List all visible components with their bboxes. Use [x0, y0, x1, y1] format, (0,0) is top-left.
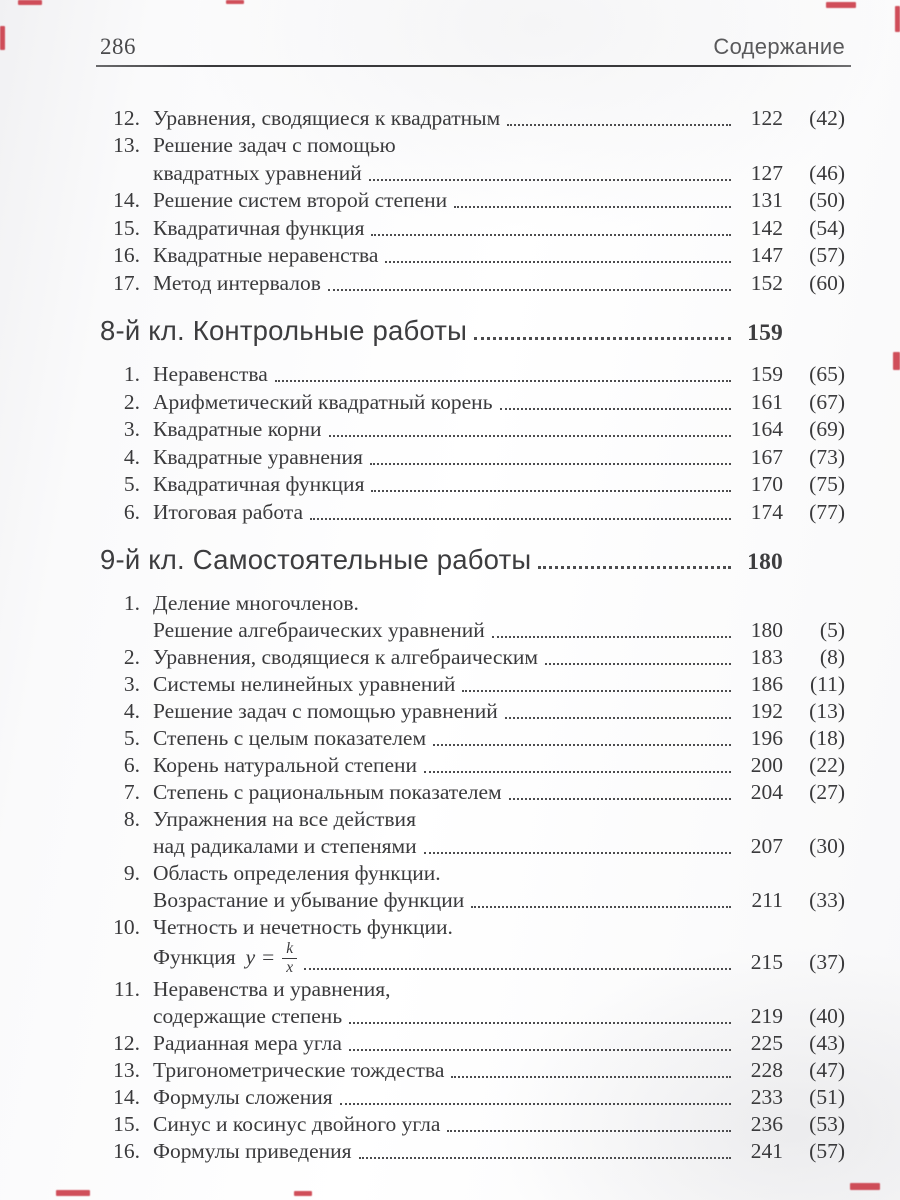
item-number: 6.: [123, 752, 140, 777]
dot-leader: [310, 518, 731, 520]
dot-leader: [275, 380, 731, 382]
item-paren: (50): [809, 188, 845, 212]
dot-leader: [328, 289, 731, 291]
toc-row: [100, 415, 845, 443]
item-title: Системы нелинейных уравнений: [153, 671, 456, 696]
item-title: Тригонометрические тождества: [153, 1057, 445, 1082]
item-title: Возрастание и убывание функции: [153, 887, 465, 912]
dot-leader: [424, 771, 731, 773]
item-paren: (11): [809, 671, 845, 696]
item-number: 16.: [113, 243, 140, 267]
toc-section: [100, 309, 845, 525]
section-heading: [100, 309, 845, 347]
header-title: Содержание: [713, 34, 845, 59]
dot-leader: [385, 261, 731, 263]
item-number: 13.: [113, 133, 140, 157]
item-number: 12.: [113, 1030, 140, 1055]
item-title: Квадратные неравенства: [153, 243, 379, 267]
dot-leader: [304, 968, 731, 970]
item-number: 4.: [123, 444, 140, 469]
item-number: 14.: [113, 188, 140, 212]
toc-section: [100, 538, 845, 1164]
fraction-denominator: x: [286, 959, 294, 977]
item-title: Метод интервалов: [153, 270, 321, 295]
dot-leader: [500, 408, 732, 410]
red-edge-mark: [294, 1191, 312, 1196]
item-title: Квадратные уравнения: [153, 444, 363, 469]
item-title: Область определения функции.: [153, 860, 441, 885]
dot-leader: [359, 1157, 731, 1159]
item-number: 4.: [123, 698, 140, 723]
dot-leader: [509, 798, 731, 800]
dot-leader: [545, 663, 731, 665]
toc-row: [100, 442, 845, 470]
toc-row: [100, 470, 845, 498]
item-number: 15.: [113, 215, 140, 240]
item-page: 131: [750, 188, 783, 212]
item-title: Упражнения на все действия: [153, 806, 416, 831]
item-paren: (51): [809, 1084, 845, 1109]
dot-leader: [371, 490, 731, 492]
item-paren: (33): [809, 887, 845, 912]
item-paren: (27): [809, 779, 845, 804]
item-paren: (42): [809, 105, 845, 130]
formula: [153, 939, 297, 975]
section-heading-page: 159: [747, 319, 783, 346]
item-number: 16.: [113, 1138, 140, 1163]
item-paren: (5): [819, 617, 845, 642]
item-title: содержащие степень: [153, 1003, 343, 1028]
table-of-contents: [100, 103, 845, 1164]
toc-row: [100, 360, 845, 388]
item-title: Синус и косинус двойного угла: [153, 1111, 441, 1136]
item-number: 5.: [123, 472, 140, 496]
item-number: 2.: [123, 389, 140, 414]
item-page: 183: [750, 644, 783, 669]
item-paren: (57): [809, 1138, 845, 1163]
item-paren: (73): [809, 444, 845, 469]
toc-row: [100, 643, 845, 670]
toc-row: [100, 975, 845, 1002]
toc-row: [100, 670, 845, 697]
item-title: Квадратичная функция: [153, 472, 365, 496]
toc-row: [100, 940, 845, 975]
item-number: 7.: [123, 779, 140, 804]
toc-row: [100, 913, 845, 940]
item-page: 204: [750, 779, 783, 804]
item-number: 13.: [113, 1057, 140, 1082]
toc-row: [100, 1110, 845, 1137]
formula-equals: =: [262, 944, 275, 969]
toc-row: [100, 1083, 845, 1110]
item-paren: (60): [809, 270, 845, 295]
item-title: Формулы сложения: [153, 1084, 333, 1109]
item-page: 122: [750, 105, 783, 130]
item-title: квадратных уравнений: [153, 160, 362, 185]
item-page: 233: [750, 1084, 783, 1109]
dot-leader: [371, 234, 731, 236]
toc-row: [100, 241, 845, 269]
item-number: 1.: [123, 590, 140, 615]
item-paren: (18): [809, 725, 845, 750]
item-paren: (22): [809, 752, 845, 777]
item-page: 147: [750, 243, 783, 267]
item-page: 219: [750, 1003, 783, 1028]
item-page: 228: [750, 1057, 783, 1082]
item-page: 180: [750, 617, 783, 642]
item-page: 200: [750, 752, 783, 777]
item-number: 14.: [113, 1084, 140, 1109]
item-title: над радикалами и степенями: [153, 833, 417, 858]
red-edge-mark: [56, 1190, 90, 1196]
toc-row: [100, 751, 845, 778]
item-paren: (40): [809, 1003, 845, 1028]
item-page: 236: [750, 1111, 783, 1136]
toc-row: [100, 131, 845, 159]
item-title: Решение задач с помощью уравнений: [153, 698, 498, 723]
toc-row: [100, 268, 845, 296]
page-header: [100, 34, 845, 60]
toc-row: [100, 724, 845, 751]
toc-row: [100, 589, 845, 616]
item-paren: (30): [809, 833, 845, 858]
item-paren: (67): [809, 389, 845, 414]
toc-row: [100, 859, 845, 886]
toc-row: [100, 778, 845, 805]
dot-leader: [329, 435, 731, 437]
dot-leader: [538, 566, 731, 569]
item-title: Решение задач с помощью: [153, 133, 396, 157]
toc-row: [100, 1056, 845, 1083]
toc-row: [100, 158, 845, 186]
item-title: Решение алгебраических уравнений: [153, 617, 485, 642]
item-title: Радианная мера угла: [153, 1030, 342, 1055]
item-number: 17.: [113, 270, 140, 295]
item-title: Корень натуральной степени: [153, 752, 418, 777]
item-page: 174: [750, 499, 783, 524]
item-title: Деление многочленов.: [153, 590, 359, 615]
toc-row: [100, 616, 845, 643]
toc-row: [100, 1029, 845, 1056]
fraction-numerator: k: [282, 941, 297, 959]
item-paren: (54): [809, 215, 845, 240]
item-page: 161: [750, 389, 783, 414]
item-paren: (13): [809, 698, 845, 723]
dot-leader: [471, 906, 731, 908]
dot-leader: [474, 337, 731, 340]
item-page: 225: [750, 1030, 783, 1055]
item-title: Степень с целым показателем: [153, 725, 427, 750]
red-edge-mark: [895, 6, 900, 32]
red-edge-mark: [18, 0, 42, 5]
red-edge-mark: [850, 1183, 880, 1190]
dot-leader: [462, 690, 731, 692]
item-paren: (75): [809, 472, 845, 496]
item-number: 5.: [123, 725, 140, 750]
item-title: Уравнения, сводящиеся к алгебраическим: [153, 644, 539, 669]
item-number: 1.: [123, 362, 140, 386]
item-paren: (47): [809, 1057, 845, 1082]
dot-leader: [349, 1022, 731, 1024]
dot-leader: [370, 463, 731, 465]
item-title: Квадратичная функция: [153, 215, 365, 240]
dot-leader: [505, 717, 731, 719]
item-page: 159: [750, 362, 783, 386]
dot-leader: [492, 636, 731, 638]
item-title: Уравнения, сводящиеся к квадратным: [153, 105, 501, 130]
fraction: [282, 941, 297, 977]
item-title: Четность и нечетность функции.: [153, 914, 453, 939]
item-number: 8.: [123, 806, 140, 831]
red-edge-mark: [0, 26, 5, 50]
item-paren: (43): [809, 1030, 845, 1055]
item-number: 3.: [123, 417, 140, 441]
toc-row: [100, 832, 845, 859]
item-number: 15.: [113, 1111, 140, 1136]
formula-variable: y: [245, 944, 256, 969]
dot-leader: [340, 1103, 731, 1105]
dot-leader: [451, 1076, 731, 1078]
item-title: Степень с рациональным показателем: [153, 779, 502, 804]
toc-row: [100, 1002, 845, 1029]
red-edge-mark: [226, 0, 244, 4]
section-heading-label: 8-й кл. Контрольные работы: [100, 314, 468, 346]
dot-leader: [447, 1130, 731, 1132]
section-heading-page: 180: [747, 548, 783, 575]
item-title: Решение систем второй степени: [153, 188, 448, 212]
item-title: Арифметический квадратный корень: [153, 389, 493, 414]
item-paren: (8): [819, 644, 845, 669]
item-number: 6.: [123, 499, 140, 524]
item-page: 196: [750, 725, 783, 750]
item-paren: (37): [809, 949, 845, 974]
page-number: 286: [100, 34, 136, 59]
item-paren: (57): [809, 243, 845, 267]
item-page: 170: [750, 472, 783, 496]
item-number: 2.: [123, 644, 140, 669]
item-page: 142: [750, 215, 783, 240]
dot-leader: [433, 744, 731, 746]
dot-leader: [424, 852, 731, 854]
item-paren: (53): [809, 1111, 845, 1136]
formula-prefix: Функция: [153, 944, 236, 969]
item-paren: (77): [809, 499, 845, 524]
item-page: 207: [750, 833, 783, 858]
item-title: Итоговая работа: [153, 499, 303, 524]
item-page: 164: [750, 417, 783, 441]
header-rule: [96, 65, 851, 67]
toc-row: [100, 103, 845, 131]
item-page: 127: [750, 160, 783, 185]
dot-leader: [507, 124, 731, 126]
item-paren: (65): [809, 362, 845, 386]
toc-row: [100, 186, 845, 214]
red-edge-mark: [826, 2, 856, 8]
section-heading-label: 9-й кл. Самостоятельные работы: [100, 543, 532, 575]
toc-row: [100, 805, 845, 832]
toc-row: [100, 1137, 845, 1164]
toc-row: [100, 886, 845, 913]
item-number: 12.: [113, 105, 140, 130]
item-number: 10.: [113, 914, 140, 939]
toc-row: [100, 697, 845, 724]
item-page: 215: [750, 949, 783, 974]
item-page: 211: [751, 887, 783, 912]
dot-leader: [454, 206, 731, 208]
item-title: Неравенства и уравнения,: [153, 976, 391, 1001]
item-title: Квадратные корни: [153, 417, 322, 441]
item-page: 186: [750, 671, 783, 696]
toc-row: [100, 497, 845, 525]
toc-row: [100, 213, 845, 241]
item-paren: (69): [809, 417, 845, 441]
dot-leader: [349, 1049, 731, 1051]
item-paren: (46): [809, 160, 845, 185]
toc-row: [100, 387, 845, 415]
item-title: Неравенства: [153, 362, 268, 386]
item-page: 152: [750, 270, 783, 295]
item-page: 192: [750, 698, 783, 723]
item-title: Формулы приведения: [153, 1138, 352, 1163]
item-page: 167: [750, 444, 783, 469]
item-number: 3.: [123, 671, 140, 696]
item-number: 9.: [123, 860, 140, 885]
section-heading: [100, 538, 845, 576]
item-page: 241: [750, 1138, 783, 1163]
red-edge-mark: [893, 352, 900, 370]
dot-leader: [369, 179, 731, 181]
toc-section: [100, 103, 845, 296]
item-number: 11.: [113, 976, 140, 1001]
